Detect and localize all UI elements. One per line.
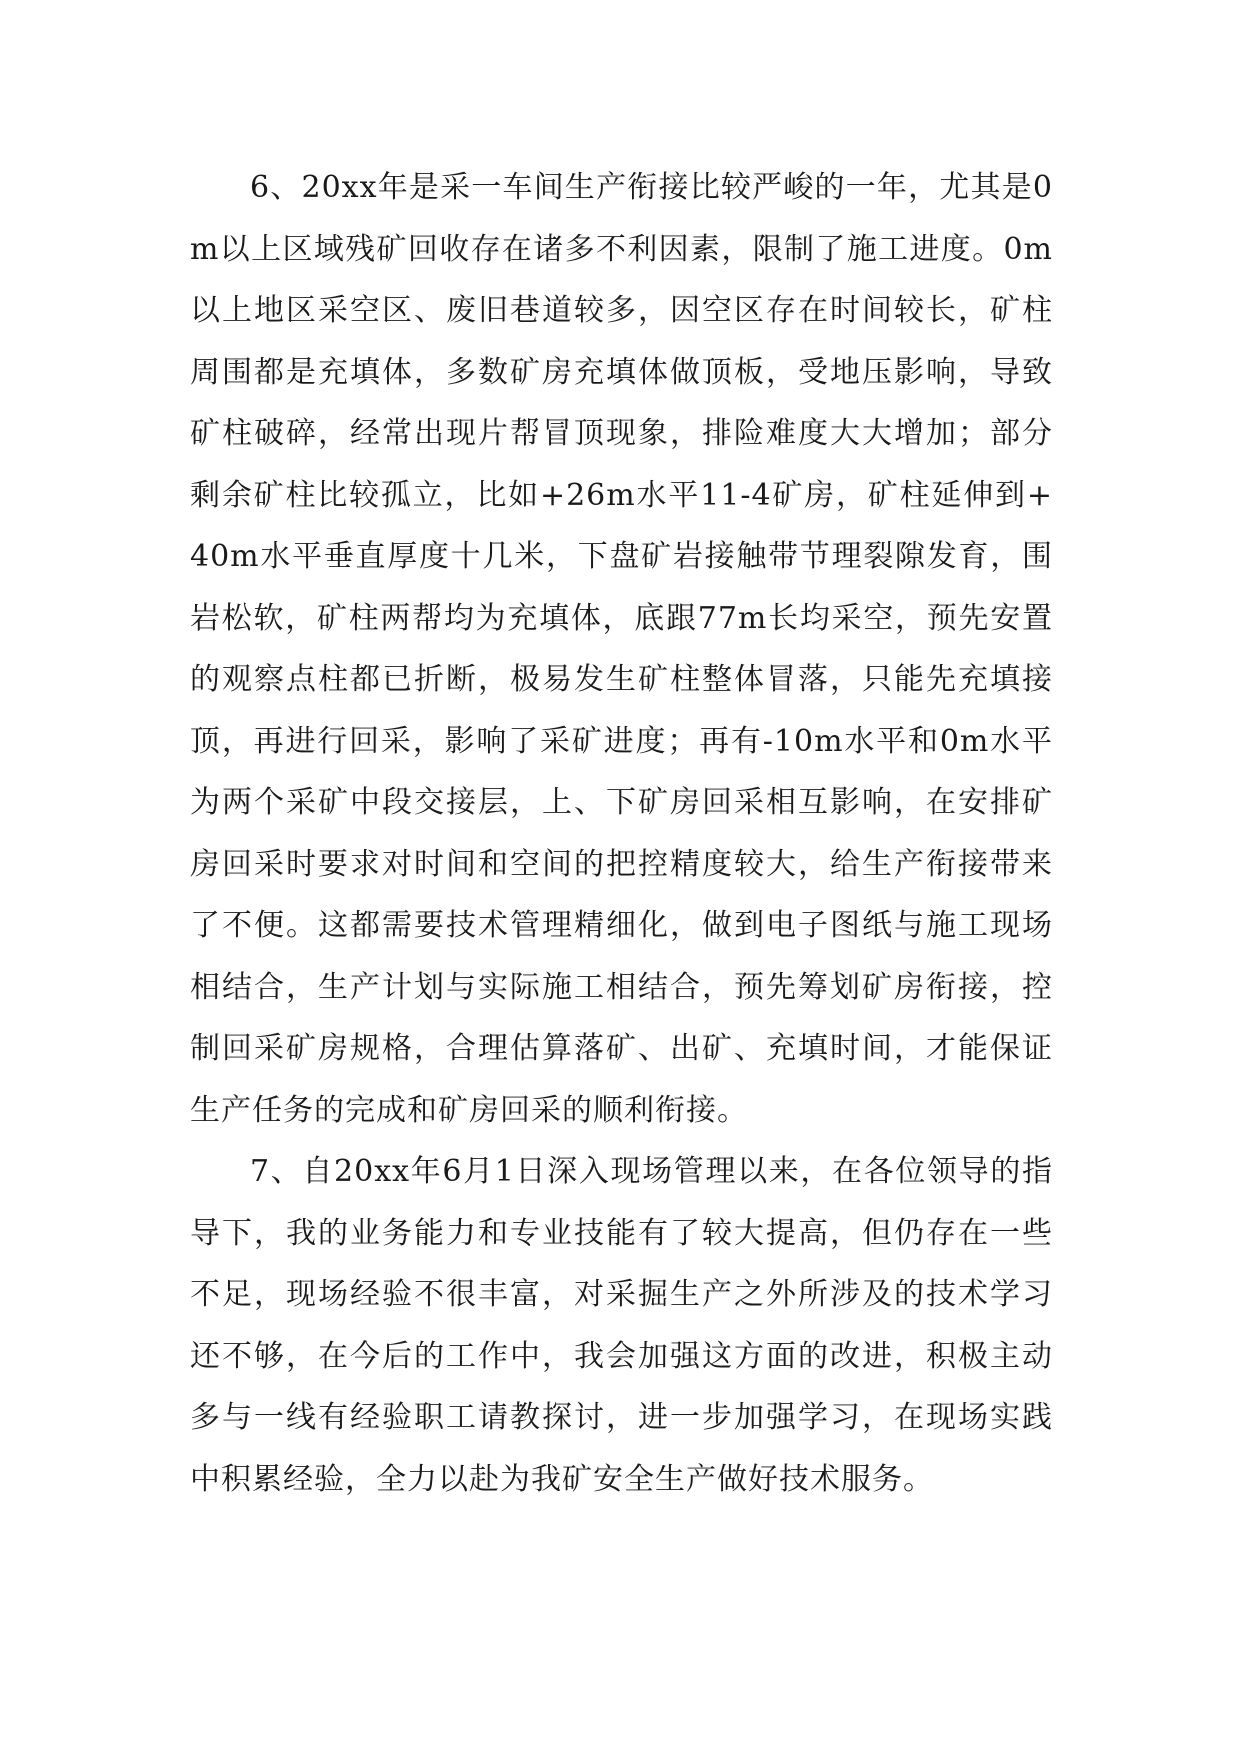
paragraph-6: 6、20xx年是采一车间生产衔接比较严峻的一年，尤其是0m以上区域残矿回收存在诸多不利因素，限制了施工进度。0m以上地区采空区、废旧巷道较多，因空区存在时间较长，矿柱周围都是充填体，多数矿房充填体做顶板，受地压影响，导致矿柱破碎，经常出现片帮冒顶现象，排险难度大大增加；部分剩余矿柱比较孤立，比如+26m水平11-4矿房，矿柱延伸到+40m水平垂直厚度十几米，下盘矿岩接触带节理裂隙发育，围岩松软，矿柱两帮均为充填体，底跟77m长均采空，预先安置的观察点柱都已折断，极易发生矿柱整体冒落，只能先充填接顶，再进行回采，影响了采矿进度；再有-10m水平和0m水平为两个采矿中段交接层，上、下矿房回采相互影响，在安排矿房回采时要求对时间和空间的把控精度较大，给生产衔接带来了不便。这都需要技术管理精细化，做到电子图纸与施工现场相结合，生产计划与实际施工相结合，预先筹划矿房衔接，控制回采矿房规格，合理估算落矿、出矿、充填时间，才能保证生产任务的完成和矿房回采的顺利衔接。 xyxy=(190,170,1053,1128)
document-body xyxy=(190,157,1053,1510)
paragraph-7: 7、自20xx年6月1日深入现场管理以来，在各位领导的指导下，我的业务能力和专业技能有了较大提高，但仍存在一些不足，现场经验不很丰富，对采掘生产之外所涉及的技术学习还不够，在今后的工作中，我会加强这方面的改进，积极主动多与一线有经验职工请教探讨，进一步加强学习，在现场实践中积累经验，全力以赴为我矿安全生产做好技术服务。 xyxy=(190,1154,1053,1497)
